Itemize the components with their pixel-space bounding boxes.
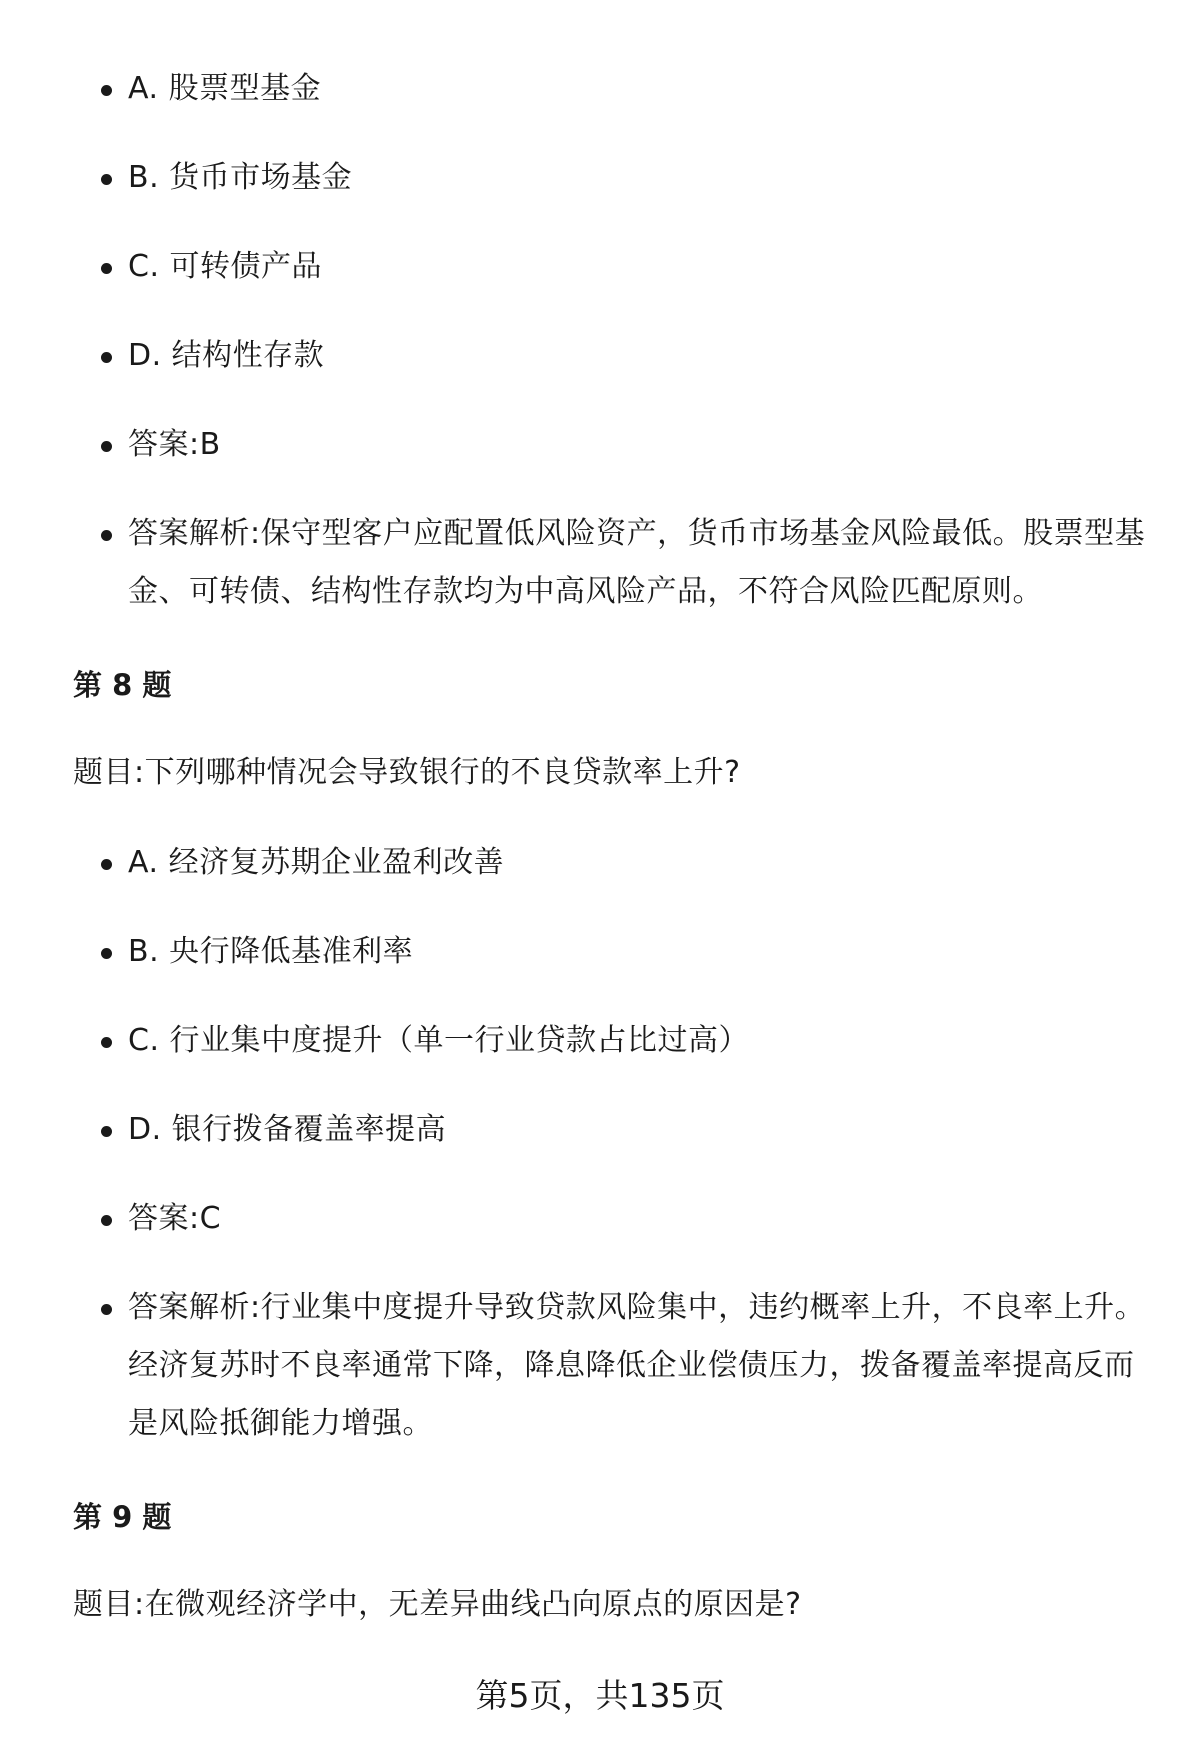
q8-question: 题目:下列哪种情况会导致银行的不良贷款率上升? bbox=[73, 755, 741, 790]
q8-option-a: A. 经济复苏期企业盈利改善 bbox=[128, 834, 1148, 892]
q8-heading: 第 8 题 bbox=[73, 668, 172, 702]
q8-option-c: C. 行业集中度提升（单一行业贷款占比过高） bbox=[128, 1012, 1148, 1070]
q8-option-d: D. 银行拨备覆盖率提高 bbox=[128, 1101, 1148, 1159]
q7-option-a: A. 股票型基金 bbox=[128, 60, 1148, 118]
q9-question: 题目:在微观经济学中，无差异曲线凸向原点的原因是? bbox=[73, 1587, 802, 1622]
q9-heading: 第 9 题 bbox=[73, 1500, 172, 1534]
q8-option-b: B. 央行降低基准利率 bbox=[128, 923, 1148, 981]
q7-answer: 答案:B bbox=[128, 416, 1148, 474]
page-footer: 第5页，共135页 bbox=[475, 1676, 725, 1715]
q7-option-c: C. 可转债产品 bbox=[128, 238, 1148, 296]
q7-option-d: D. 结构性存款 bbox=[128, 327, 1148, 385]
q8-answer: 答案:C bbox=[128, 1190, 1148, 1248]
q8-explanation: 答案解析:行业集中度提升导致贷款风险集中，违约概率上升，不良率上升。经济复苏时不良率通常下降，降息降低企业偿债压力，拨备覆盖率提高反而是风险抵御能力增强。 bbox=[128, 1279, 1148, 1453]
q7-explanation: 答案解析:保守型客户应配置低风险资产，货币市场基金风险最低。股票型基金、可转债、结构性存款均为中高风险产品，不符合风险匹配原则。 bbox=[128, 505, 1148, 621]
q7-option-b: B. 货币市场基金 bbox=[128, 149, 1148, 207]
